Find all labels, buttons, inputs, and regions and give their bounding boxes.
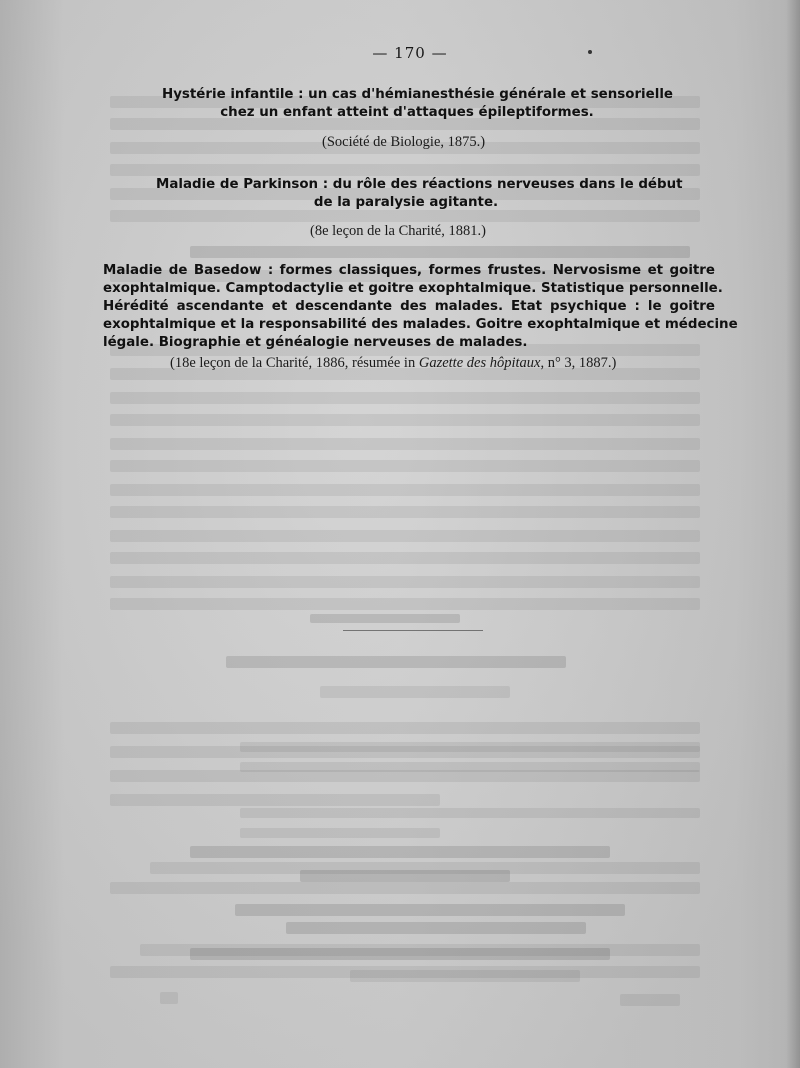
citation-suffix: , n° 3, 1887.): [540, 355, 617, 371]
title-line: exophtalmique et la responsabilité des malades. Goitre exophtalmique et médecine: [103, 317, 738, 332]
page-number: — 170 —: [372, 44, 448, 62]
title-line: chez un enfant atteint d'attaques épileptiformes.: [220, 105, 594, 120]
entry-citation-basedow: [170, 354, 616, 372]
separator-rule: [343, 630, 483, 631]
page-edge-shadow: [786, 0, 800, 1068]
title-line: légale. Biographie et généalogie nerveuses de malades.: [103, 335, 528, 350]
entry-title-hysteria: [162, 86, 673, 122]
title-line: Hérédité ascendante et descendante des malades. Etat psychique : le goitre: [103, 299, 715, 314]
citation-text: (8e leçon de la Charité, 1881.): [310, 223, 486, 239]
title-line: Maladie de Parkinson : du rôle des réactions nerveuses dans le début: [156, 177, 683, 192]
entry-title-parkinson: [156, 176, 683, 212]
title-line: Maladie de Basedow : formes classiques, formes frustes. Nervosisme et goitre: [103, 263, 715, 278]
entry-title-basedow: [103, 262, 738, 352]
entry-citation-parkinson: [310, 222, 486, 240]
citation-journal: Gazette des hôpitaux: [418, 355, 541, 371]
title-line: Hystérie infantile : un cas d'hémianesthésie générale et sensorielle: [162, 87, 673, 102]
entry-citation-hysteria: (Société de Biologie, 1875.): [322, 134, 486, 150]
title-line: de la paralysie agitante.: [313, 195, 499, 210]
citation-prefix: (18e leçon de la Charité, 1886, résumée in: [170, 355, 419, 371]
title-line: exophtalmique. Camptodactylie et goitre exophtalmique. Statistique personnelle.: [103, 281, 723, 296]
